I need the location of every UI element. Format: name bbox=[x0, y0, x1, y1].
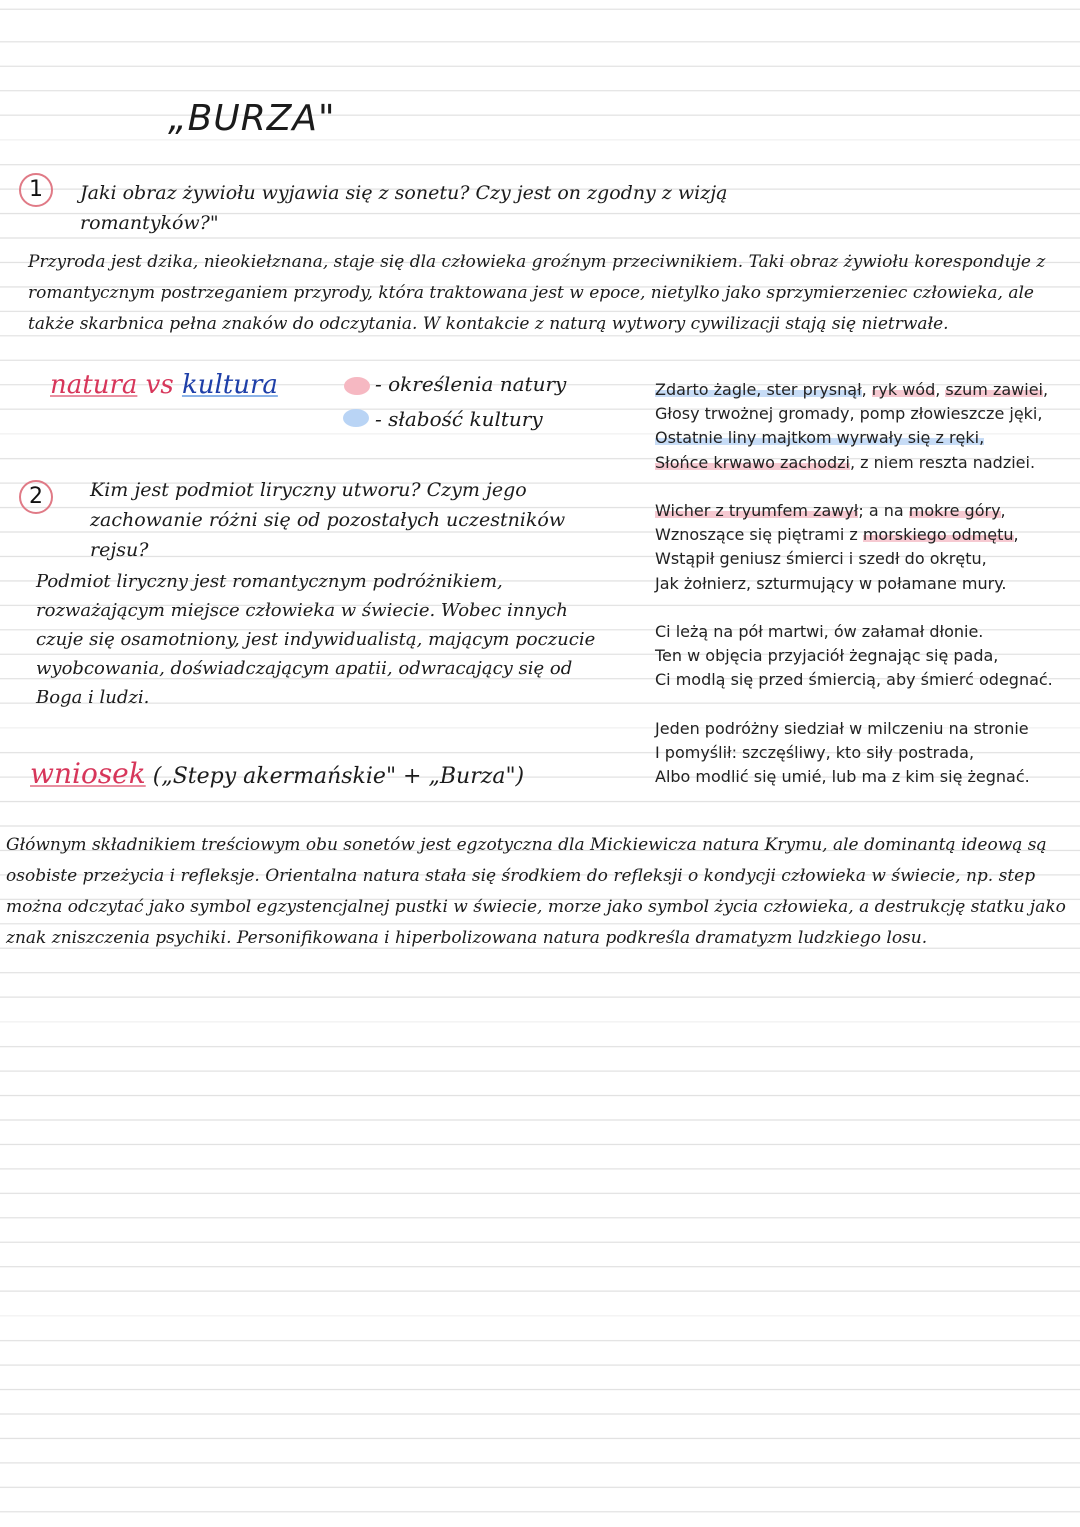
poem-line: Albo modlić się umié, lub ma z kim się żegnać. bbox=[655, 767, 1030, 787]
legend-heading-vs: vs bbox=[145, 370, 174, 400]
highlight-culture: Zdarto żagle, ster prysnął bbox=[655, 380, 862, 399]
poem-line: I pomyślił: szczęśliwy, kto siły postrada, bbox=[655, 743, 975, 762]
highlight-nature: Słońce krwawo zachodzi bbox=[655, 452, 850, 472]
legend-pink-swatch bbox=[344, 377, 370, 395]
highlight-nature: szum zawiei bbox=[945, 380, 1043, 399]
poem-stanza-3 bbox=[655, 620, 1075, 693]
conclusion-text: Głównym składnikiem treściowym obu sonetów jest egzotyczna dla Mickiewicza natura Krymu, ale dominantą ideową są osobiste przeżycia i refleksje. Orientalna natura stała się środkiem do refleksji o kondycji człowieka w świecie, np. step można odczytać jako symbol egzystencjalnej pustki w świecie, morze jako symbol życia człowieka, a destrukcję statku jako znak zniszczenia psychiki. Personifikowana i hiperbolizowana natura podkreśla dramatyzm ludzkiego losu. bbox=[6, 835, 1066, 948]
poem-line bbox=[655, 451, 1075, 475]
question-1-answer: Przyroda jest dzika, nieokiełznana, staje się dla człowieka groźnym przeciwnikiem. Taki obraz żywiołu koresponduje z romantycznym postrzeganiem przyrody, która traktowana jest w epoce, nietylko jako sprzymierzeniec człowieka, ale także skarbnica pełna znaków do odczytania. W kontakcie z naturą wytwory cywilizacji stają się nietrwałe. bbox=[28, 252, 1046, 334]
legend-heading-natura: natura bbox=[50, 370, 138, 400]
poem-text-fragment: , z niem reszta nadziei. bbox=[849, 452, 1036, 472]
poem-line: Wstąpił geniusz śmierci i szedł do okrętu, bbox=[655, 549, 987, 569]
poem-text bbox=[655, 378, 1075, 814]
poem-line: Ci leżą na pół martwi, ów załamał dłonie. bbox=[655, 622, 984, 641]
poem-text-fragment: ; a na bbox=[858, 501, 909, 520]
question-1-number-badge: 1 bbox=[19, 173, 53, 207]
question-1-text: Jaki obraz żywiołu wyjawia się z sonetu? Czy jest on zgodny z wizją romantyków?" bbox=[80, 182, 728, 234]
poem-line bbox=[655, 499, 1075, 523]
poem-line: Jeden podróżny siedział w milczeniu na stronie bbox=[655, 718, 1029, 738]
poem-stanza-4 bbox=[655, 717, 1075, 790]
conclusion-note: („Stepy akermańskie" + „Burza") bbox=[152, 764, 525, 789]
question-2-number-badge: 2 bbox=[19, 480, 53, 514]
poem-line bbox=[655, 378, 1075, 402]
poem-text-fragment: , bbox=[1000, 501, 1006, 520]
legend-heading bbox=[50, 370, 278, 400]
poem-line: Głosy trwożnej gromady, pomp złowieszcze jęki, bbox=[655, 404, 1043, 424]
poem-text-fragment: Wznoszące się piętrami z bbox=[655, 525, 863, 545]
poem-stanza-2 bbox=[655, 499, 1075, 596]
poem-line: Jak żołnierz, szturmujący w połamane mury. bbox=[655, 573, 1007, 593]
conclusion-heading bbox=[30, 757, 524, 790]
poem-line bbox=[655, 426, 1075, 450]
legend-item-culture: - słabość kultury bbox=[375, 407, 543, 431]
poem-text-fragment: , bbox=[1013, 525, 1019, 545]
poem-line: Ten w objęcia przyjaciół żegnając się pada, bbox=[655, 646, 999, 666]
question-2-text: Kim jest podmiot liryczny utworu? Czym jego zachowanie różni się od pozostałych uczestników rejsu? bbox=[90, 479, 566, 561]
highlight-nature: mokre góry bbox=[908, 501, 1001, 520]
legend-blue-swatch bbox=[343, 409, 369, 427]
poem-text-fragment: , bbox=[935, 380, 946, 399]
legend-item-nature: - określenia natury bbox=[375, 372, 567, 396]
question-2-answer: Podmiot liryczny jest romantycznym podróżnikiem, rozważającym miejsce człowieka w świecie. Wobec innych czuje się osamotniony, jest indywidualistą, mającym poczucie wyobcowania, doświadczającym apatii, odwracający się od Boga i ludzi. bbox=[36, 571, 596, 708]
highlight-nature: ryk wód bbox=[871, 380, 936, 399]
poem-text-fragment: , bbox=[861, 380, 872, 399]
poem-line: Ci modlą się przed śmiercią, aby śmierć odegnać. bbox=[655, 670, 1053, 690]
poem-text-fragment: , bbox=[1042, 380, 1049, 399]
poem-stanza-1 bbox=[655, 378, 1075, 475]
legend-heading-kultura: kultura bbox=[181, 370, 278, 400]
highlight-nature: Wicher z tryumfem zawył bbox=[655, 501, 859, 520]
conclusion-label: wniosek bbox=[30, 757, 146, 790]
page-title: „BURZA" bbox=[168, 98, 336, 139]
poem-line bbox=[655, 523, 1075, 547]
highlight-nature: morskiego odmętu bbox=[862, 525, 1014, 545]
highlight-culture: Ostatnie liny majtkom wyrwały się z ręki, bbox=[655, 428, 985, 448]
